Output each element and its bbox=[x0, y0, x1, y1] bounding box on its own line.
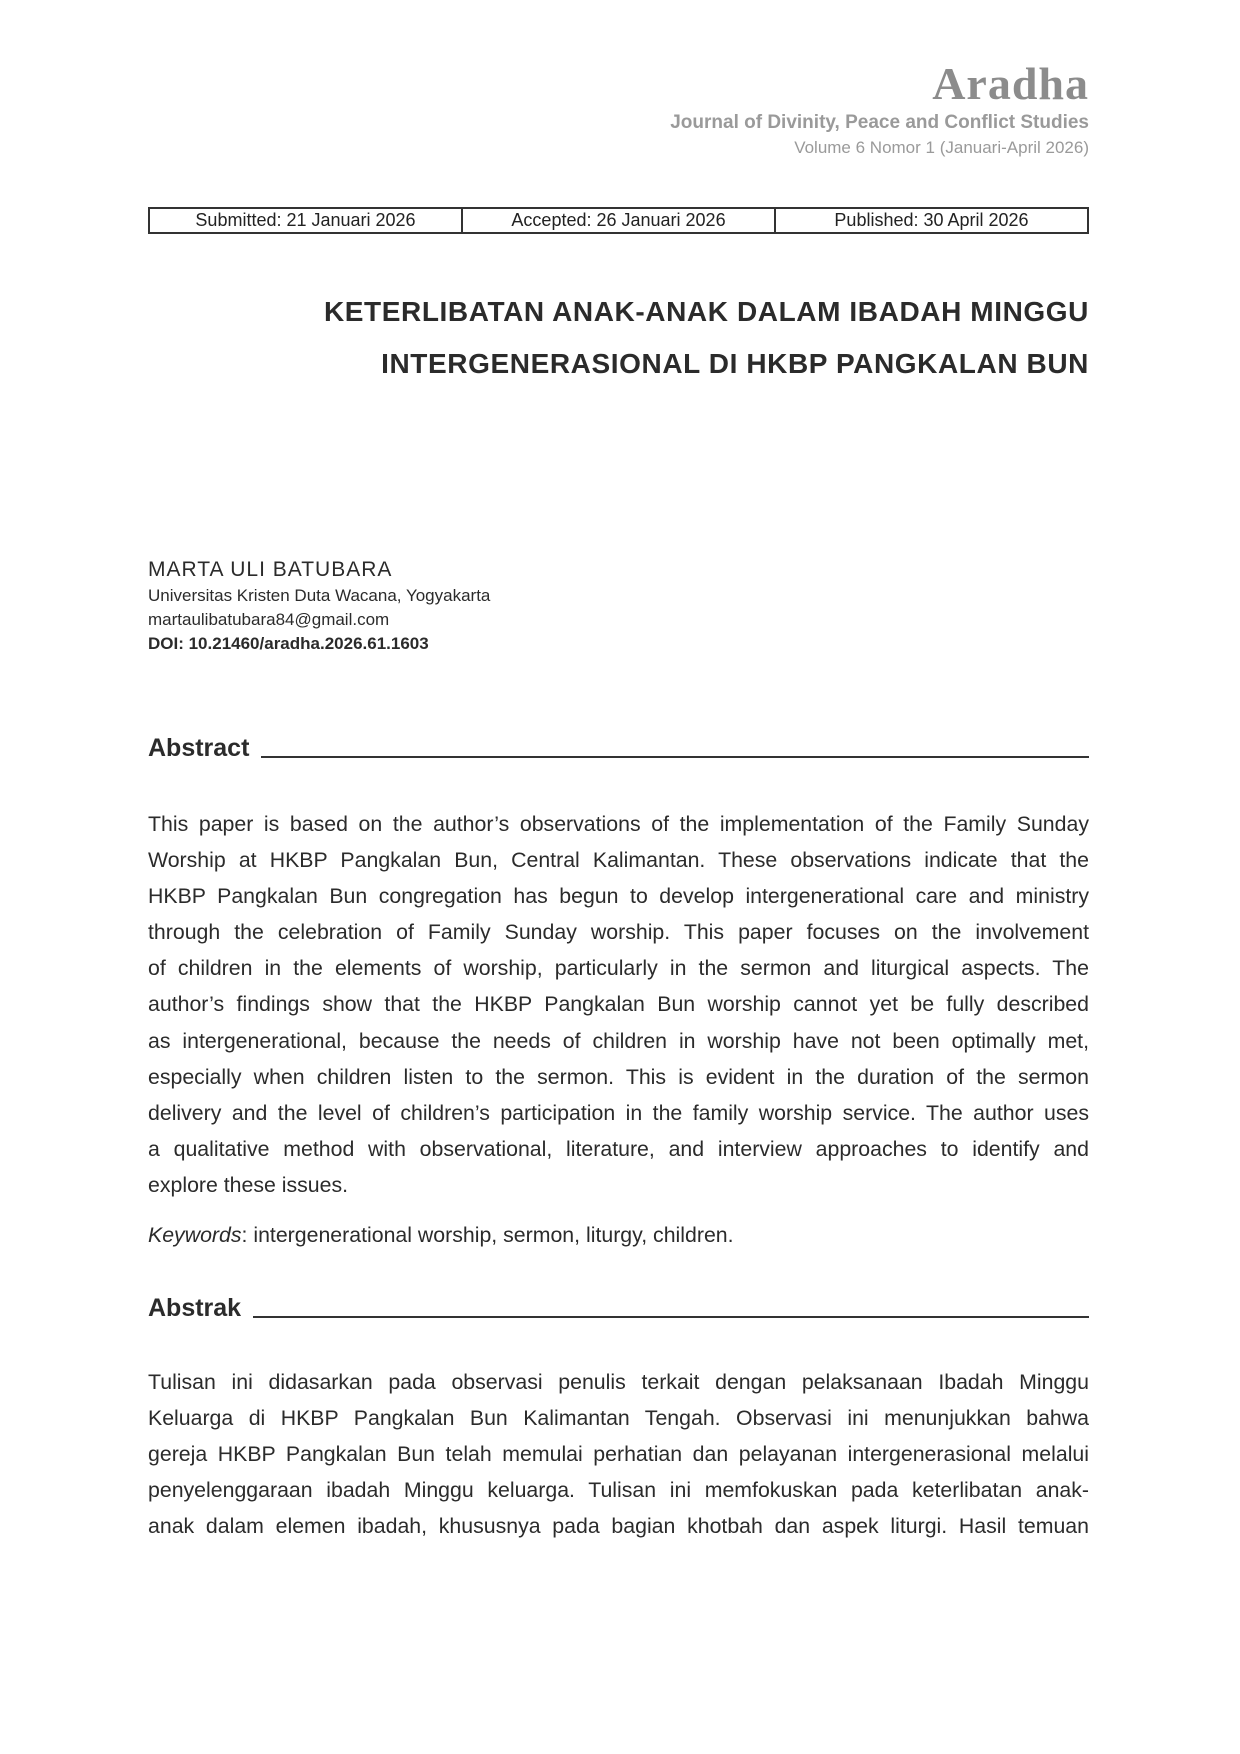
author-block bbox=[148, 556, 490, 656]
abstract-line: as intergenerational, because the needs of children in worship have not been optimally met, bbox=[148, 1028, 1089, 1053]
journal-volume: Volume 6 Nomor 1 (Januari-April 2026) bbox=[794, 138, 1089, 157]
abstract-heading-rule bbox=[261, 756, 1089, 758]
abstract-line: explore these issues. bbox=[148, 1172, 349, 1197]
abstract-line: HKBP Pangkalan Bun congregation has begun to develop intergenerational care and ministry bbox=[148, 884, 1089, 909]
abstrak-line: Keluarga di HKBP Pangkalan Bun Kalimantan Tengah. Observasi ini menunjukkan bahwa bbox=[148, 1406, 1089, 1431]
accepted-date: Accepted: 26 Januari 2026 bbox=[461, 209, 774, 232]
submitted-date: Submitted: 21 Januari 2026 bbox=[195, 210, 416, 230]
abstract-body bbox=[148, 806, 1089, 1203]
keywords-label: Keywords bbox=[148, 1223, 242, 1247]
abstrak-body bbox=[148, 1364, 1089, 1544]
abstract-heading bbox=[148, 733, 1089, 763]
abstract-line: through the celebration of Family Sunday worship. This paper focuses on the involvement bbox=[148, 920, 1089, 945]
abstract-line: Worship at HKBP Pangkalan Bun, Central Kalimantan. These observations indicate that the bbox=[148, 848, 1089, 873]
abstrak-line: anak dalam elemen ibadah, khususnya pada bagian khotbah dan aspek liturgi. Hasil temuan bbox=[148, 1514, 1089, 1539]
author-affiliation: Universitas Kristen Duta Wacana, Yogyakarta bbox=[148, 586, 491, 605]
abstrak-heading-label: Abstrak bbox=[148, 1294, 242, 1322]
doi: DOI: 10.21460/aradha.2026.61.1603 bbox=[148, 634, 429, 653]
dates-table bbox=[148, 207, 1089, 234]
abstract-line: of children in the elements of worship, particularly in the sermon and liturgical aspects. The bbox=[148, 956, 1089, 981]
abstract-line: This paper is based on the author’s observations of the implementation of the Family Sunday bbox=[148, 812, 1089, 836]
journal-name: Journal of Divinity, Peace and Conflict Studies bbox=[670, 112, 1089, 133]
abstract-line: especially when children listen to the sermon. This is evident in the duration of the sermon bbox=[148, 1064, 1089, 1089]
abstrak-line: gereja HKBP Pangkalan Bun telah memulai perhatian dan pelayanan intergenerasional melalui bbox=[148, 1442, 1089, 1467]
abstrak-heading-rule bbox=[253, 1316, 1089, 1318]
abstrak-line: penyelenggaraan ibadah Minggu keluarga. Tulisan ini memfokuskan pada keterlibatan anak- bbox=[148, 1478, 1089, 1503]
journal-logo: Aradha bbox=[932, 58, 1089, 109]
abstract-line: author’s findings show that the HKBP Pangkalan Bun worship cannot yet be fully described bbox=[148, 992, 1089, 1017]
title-line-2: INTERGENERASIONAL DI HKBP PANGKALAN BUN bbox=[381, 348, 1089, 379]
title-line-1: KETERLIBATAN ANAK-ANAK DALAM IBADAH MINGGU bbox=[323, 296, 1089, 327]
published-date: Published: 30 April 2026 bbox=[774, 209, 1087, 232]
author-name: MARTA ULI BATUBARA bbox=[148, 558, 393, 581]
abstrak-line: Tulisan ini didasarkan pada observasi penulis terkait dengan pelaksanaan Ibadah Minggu bbox=[148, 1370, 1089, 1394]
keywords bbox=[148, 1220, 734, 1250]
author-email: martaulibatubara84@gmail.com bbox=[148, 610, 390, 629]
abstract-line: delivery and the level of children’s participation in the family worship service. The author uses bbox=[148, 1100, 1089, 1125]
paper-title bbox=[189, 286, 1089, 390]
abstract-heading-label: Abstract bbox=[148, 734, 250, 762]
journal-header bbox=[670, 58, 1089, 160]
keywords-text: : intergenerational worship, sermon, liturgy, children. bbox=[241, 1223, 734, 1247]
abstrak-heading bbox=[148, 1293, 1089, 1323]
abstract-line: a qualitative method with observational, literature, and interview approaches to identify and bbox=[148, 1136, 1089, 1161]
